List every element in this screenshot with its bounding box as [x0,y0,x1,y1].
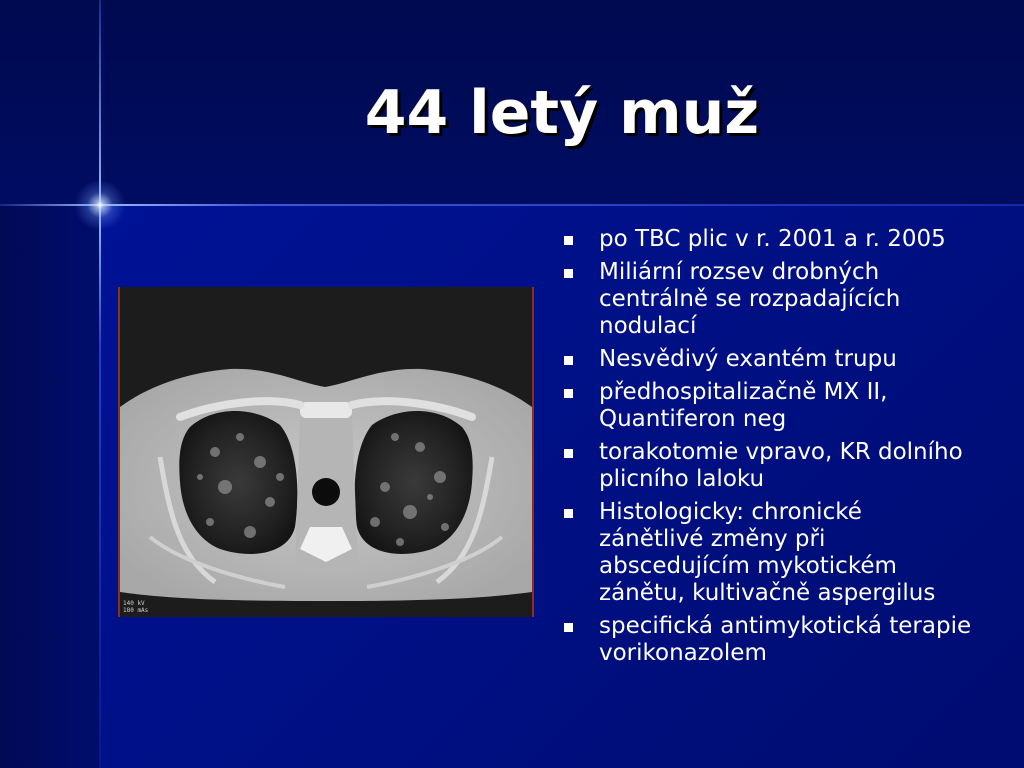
scan-kv: 140 kV [123,600,145,607]
square-bullet-icon [564,389,573,398]
square-bullet-icon [564,623,573,632]
horizontal-divider [0,204,1024,206]
square-bullet-icon [564,236,573,245]
bullet-list [562,226,972,673]
left-band [0,205,100,768]
list-item [562,499,972,607]
list-item [562,226,972,253]
list-item-text: Nesvědivý exantém trupu [599,346,897,372]
square-bullet-icon [564,269,573,278]
square-bullet-icon [564,449,573,458]
square-bullet-icon [564,356,573,365]
list-item [562,379,972,433]
list-item [562,259,972,340]
list-item-text: specifická antimykotická terapie vorikonazolem [599,613,972,666]
square-bullet-icon [564,509,573,518]
list-item-text: předhospitalizačně MX II, Quantiferon neg [599,379,888,432]
list-item-text: Histologicky: chronické zánětlivé změny při abscedujícím mykotickém zánětu, kultivačně aspergilus [599,499,936,606]
list-item [562,346,972,373]
list-item [562,439,972,493]
list-item-text: Miliární rozsev drobných centrálně se rozpadajících nodulací [599,259,901,339]
list-item-text: po TBC plic v r. 2001 a r. 2005 [599,226,946,252]
scan-mas: 180 mAs [123,607,149,614]
list-item-text: torakotomie vpravo, KR dolního plicního laloku [599,439,963,492]
scan-parameters [123,600,148,614]
sparkle-icon [70,175,130,235]
list-item [562,613,972,667]
slide-title: 44 letý muž [364,78,760,148]
ct-scan-image [118,287,534,617]
